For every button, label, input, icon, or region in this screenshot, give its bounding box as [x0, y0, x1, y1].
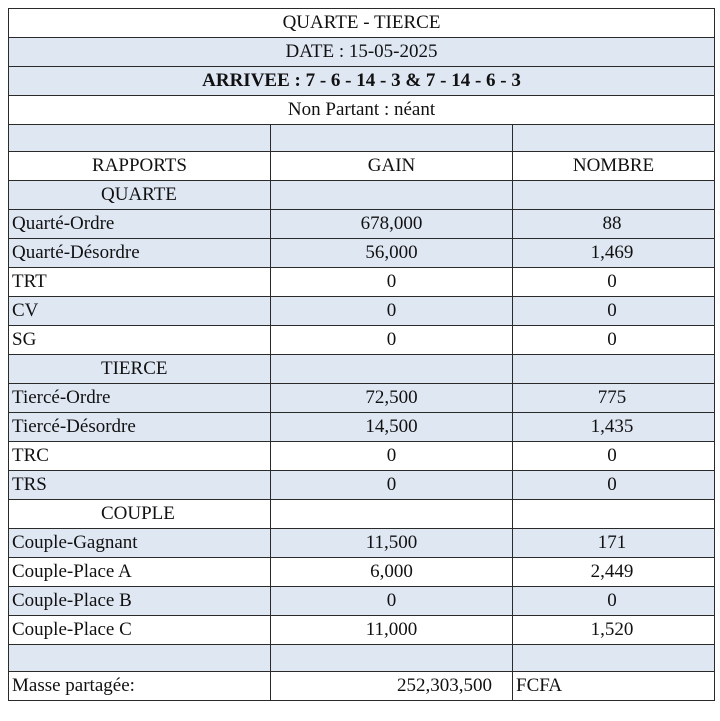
empty-cell	[9, 125, 271, 152]
nombre-value: 775	[513, 384, 715, 413]
table-row	[9, 529, 715, 558]
table-row	[9, 297, 715, 326]
bet-type-label: TRC	[9, 442, 271, 471]
table-row	[9, 616, 715, 645]
table-title: QUARTE - TIERCE	[9, 9, 715, 38]
gain-value: 6,000	[271, 558, 513, 587]
gain-value: 0	[271, 471, 513, 500]
title-row	[9, 9, 715, 38]
section-header-row	[9, 355, 715, 384]
empty-cell	[513, 500, 715, 529]
empty-cell	[513, 645, 715, 672]
table-row	[9, 587, 715, 616]
empty-cell	[9, 645, 271, 672]
table-row	[9, 471, 715, 500]
bet-type-label: SG	[9, 326, 271, 355]
gain-value: 0	[271, 326, 513, 355]
column-header-nombre: NOMBRE	[513, 152, 715, 181]
section-header-row	[9, 500, 715, 529]
masse-label: Masse partagée:	[9, 672, 271, 701]
masse-amount: 252,303,500	[271, 672, 513, 701]
bet-type-label: Couple-Place A	[9, 558, 271, 587]
section-title: TIERCE	[9, 355, 271, 384]
masse-currency: FCFA	[513, 672, 715, 701]
section-title: QUARTE	[9, 181, 271, 210]
column-header-row	[9, 152, 715, 181]
sections-body	[9, 181, 715, 645]
bet-type-label: Couple-Place B	[9, 587, 271, 616]
empty-cell	[271, 125, 513, 152]
empty-cell	[513, 125, 715, 152]
bet-type-label: TRS	[9, 471, 271, 500]
non-partant-row	[9, 96, 715, 125]
gain-value: 678,000	[271, 210, 513, 239]
empty-cell	[271, 355, 513, 384]
empty-cell	[513, 355, 715, 384]
nombre-value: 2,449	[513, 558, 715, 587]
table-row	[9, 384, 715, 413]
nombre-value: 0	[513, 268, 715, 297]
nombre-value: 171	[513, 529, 715, 558]
arrivee-row	[9, 67, 715, 96]
table-row	[9, 413, 715, 442]
table-row	[9, 239, 715, 268]
table-row	[9, 442, 715, 471]
bet-type-label: TRT	[9, 268, 271, 297]
bet-type-label: Quarté-Désordre	[9, 239, 271, 268]
nombre-value: 1,520	[513, 616, 715, 645]
empty-cell	[271, 181, 513, 210]
nombre-value: 0	[513, 587, 715, 616]
bet-type-label: Tiercé-Ordre	[9, 384, 271, 413]
gain-value: 14,500	[271, 413, 513, 442]
gain-value: 0	[271, 442, 513, 471]
section-title: COUPLE	[9, 500, 271, 529]
gain-value: 11,500	[271, 529, 513, 558]
section-header-row	[9, 181, 715, 210]
gain-value: 11,000	[271, 616, 513, 645]
table-row	[9, 558, 715, 587]
spacer-row	[9, 645, 715, 672]
empty-cell	[513, 181, 715, 210]
nombre-value: 0	[513, 326, 715, 355]
gain-value: 0	[271, 297, 513, 326]
bet-type-label: CV	[9, 297, 271, 326]
table-row	[9, 326, 715, 355]
bet-type-label: Couple-Place C	[9, 616, 271, 645]
nombre-value: 0	[513, 442, 715, 471]
nombre-value: 0	[513, 471, 715, 500]
race-date: DATE : 15-05-2025	[9, 38, 715, 67]
column-header-rapports: RAPPORTS	[9, 152, 271, 181]
arrival-order: ARRIVEE : 7 - 6 - 14 - 3 & 7 - 14 - 6 - 3	[9, 67, 715, 96]
gain-value: 0	[271, 268, 513, 297]
gain-value: 56,000	[271, 239, 513, 268]
date-row	[9, 38, 715, 67]
results-table	[8, 8, 715, 701]
bet-type-label: Tiercé-Désordre	[9, 413, 271, 442]
footer-row	[9, 672, 715, 701]
nombre-value: 1,469	[513, 239, 715, 268]
nombre-value: 88	[513, 210, 715, 239]
gain-value: 0	[271, 587, 513, 616]
empty-cell	[271, 645, 513, 672]
spacer-row	[9, 125, 715, 152]
bet-type-label: Quarté-Ordre	[9, 210, 271, 239]
table-row	[9, 210, 715, 239]
table-row	[9, 268, 715, 297]
non-partant-text: Non Partant : néant	[9, 96, 715, 125]
gain-value: 72,500	[271, 384, 513, 413]
nombre-value: 1,435	[513, 413, 715, 442]
bet-type-label: Couple-Gagnant	[9, 529, 271, 558]
nombre-value: 0	[513, 297, 715, 326]
column-header-gain: GAIN	[271, 152, 513, 181]
empty-cell	[271, 500, 513, 529]
